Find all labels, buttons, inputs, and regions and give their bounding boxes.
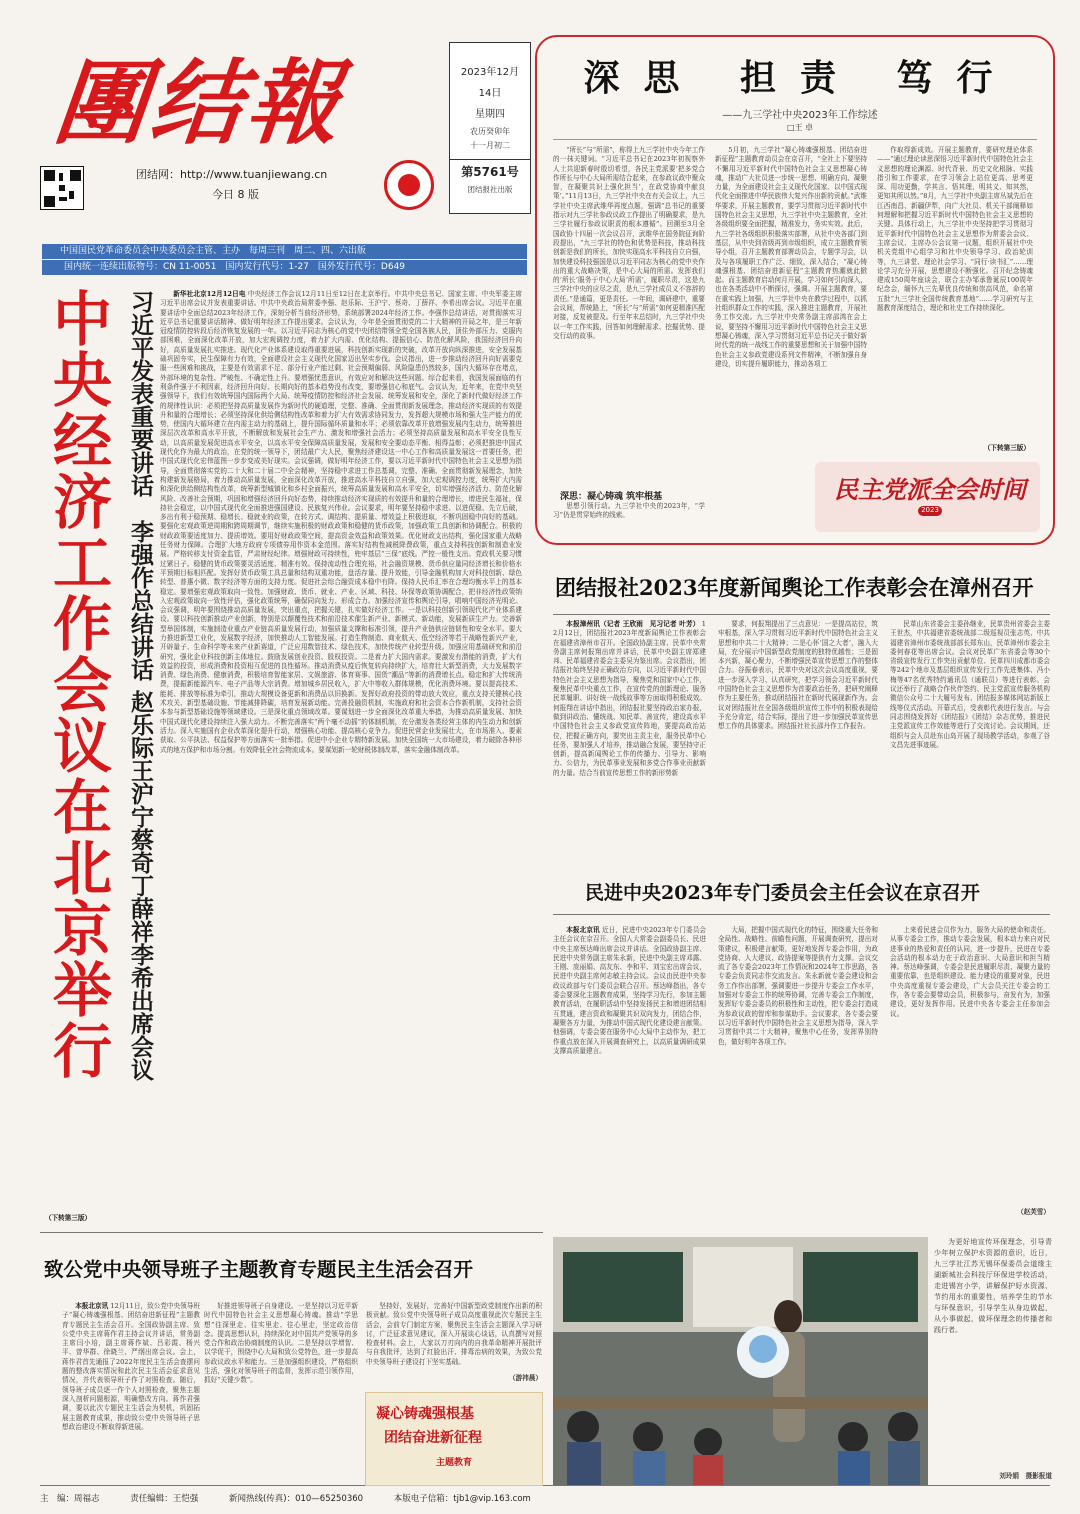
main-subheadline-2 [104, 690, 152, 1081]
issue-date: 2023年12月 [460, 67, 520, 78]
footer-editor-in-chief: 主 编：周福志 [40, 1494, 100, 1504]
award-column-3 [890, 620, 1050, 860]
democratic-col2-text: 好推进领导班子自身建设。一是坚持以习近平新时代中国特色社会主义思想凝心铸魂。推动“学思想”往深里走、往实里走、往心里走，坚定政治信念。提高思想认识，持续深化对中国共产党领导的多党合作和政治协商制度的认识。二是坚持以学增智、以学促干，围绕中心大局和致公党特色，进一步提高参政议政水平和能力。三是加强组织建设，严格组织生活，强化对领导班子的监督，发挥示范引领作用，抓好“关键少数”。 [204, 1302, 358, 1385]
main-continued: （下转第三版） [45, 1214, 92, 1222]
minjin-column-2 [718, 926, 878, 1220]
feature-author: □王 卓 [786, 123, 814, 132]
feature-title: 深思 担责 笃行 [583, 57, 1017, 99]
column-stamp-year: 2023 [918, 506, 942, 516]
today-pages: 今日 8 版 [212, 188, 259, 201]
award-rule [553, 614, 1050, 615]
feature-divider [553, 139, 1037, 140]
feature-col1b-text: 思想引领行动。九三学社中央的2023年，“学习”仍是贯穿始终的线索。 [553, 502, 705, 520]
slogan-line-2: 团结奋进新征程 [384, 1430, 482, 1446]
masthead-logo: 團结報 [49, 49, 349, 157]
subheadline-line-2: 赵乐际王沪宁蔡奇丁薛祥李希出席会议 [127, 690, 153, 1081]
minjin-column-3 [890, 926, 1050, 1208]
democratic-col3-text: 坚持好，发展好，完善好中国新型政党制度作出新的积极贡献。致公党中央领导班子成员高度重视此次专题民主生活会，会前专门制定方案，聚焦民主生活会主题深入学习研讨，广泛征求意见建议，深入开展谈心谈话，认真撰写对照检查材料。会上，大家以刀刃向内的自我革命精神开展批评与自我批评，达到了红脸出汗、排毒治病的效果，为致公党中央领导班子建设打下坚实基础。 [366, 1302, 542, 1366]
subheadline-line-1: 习近平发表重要讲话 李强作总结讲话 [127, 290, 153, 681]
photo-caption [934, 1237, 1052, 1469]
feature-col1-text: “所长”与“所需”，称得上九三学社中央今年工作的一抹关键词。“习近平总书记在2023年初视察外人士共迎新春时殷切希望，各民主党派要‘把多党合作所长与中心大局所需结合起来，在参政议政中聚众智，在凝聚共识上强化担当’，在政党协商中献良策’。”11月13日，九三学社中央在有关会议上，九三学社中央主席武维华再度点题，强调“总书记的重要指示对九三学社参政议政工作提出了明确要求，是九三学社履行参政议职责的根本遵循”。回溯至3月全国政协十四届一次会议召开，武维华在国务院征询阶段提出，“九三学社的特色和优势是科技，推动科技创新是我们的所长，加快实现高水平科技自立自强，加快建设科技强国是以习近平同志为核心的党中央作出的重大战略决策，是中心大局的所需。发挥我们的‘所长’服务于中心大局‘所需’，履职尽责，这是九三学社中央的应尽之责，是九三学社成员义不容辞的责任。”是通篇，更是责任。一年间，调研建中，重要会议间，帮统路上，“所长”与“所需”如何更精准匹配对接，反复被提及。行至年末总结时，九三学社中央以一年工作实践，回答如何理解需求、挖掘优势、提交行动的故事。 [553, 146, 705, 340]
slogan-line-1: 凝心铸魂强根基 [376, 1406, 474, 1422]
feature-subhead: 深思：凝心铸魂 筑牢根基 [560, 492, 663, 502]
minjin-col3-text: 上来看民进会员作为力，服务大局的使命和责任。从事专委会工作，推动专委会发展，根本动力来自对民进事业的热爱和责任的认同，进一步提升，民进在专委会活动的根本动力在于政治意识、大局意识和担当精神。蔡达峰强调，专委会是民进履职尽责、凝聚力量的重要依靠，也是组织建设、能力建设的重要对象，民进中央高度重视专委会建设，广大会员关注专委会的工作，各专委会要带动会员，积极参与，奋发有为，加强建设，更好发挥作用。民进中央各专委会主任参加会议。 [890, 926, 1050, 1018]
registration-bar: 国内统一连续出版物号：CN 11-0051 国内发行代号：1-27 国外发行代号：D649 [42, 260, 527, 275]
feature-column-1 [553, 146, 705, 486]
column-stamp: 民主党派全会时间 [834, 475, 1026, 504]
photo-caption-text: 为更好地宣传环保理念，引导青少年树立保护水资源的意识，近日，九三学社江苏无锡环保委员会道缘主湖新城社会科技厅环保进学校活动，走进锡宫小学，讲解保护好水资源、节约用水的重要性，培养学生的节水与环保意识，引导学生从身边做起，从小事做起，做环保理念的传播者和践行者。 [934, 1238, 1052, 1334]
minjin-column-1 [553, 926, 706, 1220]
award-column-1 [553, 620, 706, 860]
minjin-headline: 民进中央2023年专门委员会主任会议在京召开 [585, 882, 980, 904]
theme-slogan-box [365, 1392, 543, 1486]
minjin-col2-text: 大局，把握中国式现代化的特征，围绕重大任务和全局性、战略性、前瞻性问题，开展调查研究，提出对策建议，积极建言献策，更好地发挥专委会作用，为政党协商、人大建议、政协提案等提供有力支撑。会议交流了各专委会2023年工作情况和2024年工作思路，各专委会负责同志作交流发言。朱永新就专委会建设和会务工作作出部署，强调要进一步提升专委会工作水平，加强对专委会工作的统筹协调，完善专委会工作制度，发挥好专委会委员的积极性和主动性，把专委会打造成为参政议政的智库和参谋助手。会议要求，各专委会要以习近平新时代中国特色社会主义思想为指导，深入学习贯彻中共二十大精神，聚焦中心任务，发挥界别特色，做好明年各项工作。 [718, 926, 878, 1046]
feature-column-1b [553, 502, 705, 540]
award-col2-text: 要求，何报翔提出了三点意见：一是提高站位，筑牢根基，深入学习贯彻习近平新时代中国特色社会主义思想和中共二十大精神；二是心怀‘国之大者’，融入大局，充分展示中国新型政党制度的独特优越性；三是固本兴新，凝心聚力，不断增强民革宣传思想工作的整体合力。谷振春表示，民革中央对这次会议高度重视，要进一步深入学习、认真研究，把学习领会习近平新时代中国特色社会主义思想作为首要政治任务，把研究阐释作为主要任务，推动团结报社在新时代展现新作为。会议对团结报社在全国各级组织宣传工作中的积极表现给予充分肯定，结合实际，提出了进一步加强民革宣传思想工作的具体要求。团结报社社长邵丹作工作报告。 [718, 620, 878, 731]
website-url[interactable]: 团结网：http://www.tuanjiewang.cn [136, 168, 328, 181]
feature-subtitle: ——九三学社中央2023年工作综述 [722, 110, 878, 121]
feature-col3-text: 作取得新成效。开展主题教育，要研究理论体系——“通过理论读思深悟习近平新时代中国特色社会主义思想的理论渊源、时代背景、历史文化根脉、实践指引和工作要求，在学习领会上站位更高、思考更深、用功更勤，学其言、悟其理、明其义、知其然，更知其所以然。”8月，九三学社中央副主席丛斌先后在江西南昌、新疆伊犁，向广大社员、机关干部阐释如何理解和把握习近平新时代中国特色社会主义思想的关键。具体行动上，九三学社中央坚持把学习贯彻习近平新时代中国特色社会主义思想作为常委会会议、主席会议、主席办公会议第一议题，组织开展社中央机关党组中心组学习和社中央领导学习、政治轮训等，九三讲堂、理论社会学习、“同行·读书汇”……理论学习充分开展，思想建设不断强化。召开纪念铸魂建成150周年座谈会，联合主办邹承鲁诞辰100周年纪念会，缅怀九三先辈优良传统和崇高风范，命名第五批“九三学社全国传统教育基地”……学习研究与主题教育深度结合，理论和社史工作持续深化。 [877, 146, 1033, 313]
issue-number: 第5761号 [450, 159, 530, 180]
page-footer [40, 1492, 1050, 1504]
democratic-col1-text: 12月11日，致公党中央领导班子“凝心铸魂强根基、团结奋进新征程”主题教育专题民主生活会召开。全国政协副主席、致公党中央主席蒋作君主持会议并讲话，常务副主席闫小培，副主席蒋作斌、吕彩霞、杨兴平、曾华群、徐晓兰、严纲出席会议。会上，蒋作君首先通报了2022年度民主生活会查摆问题的整改落实情况和此次民主生活会征求意见情况，并代表领导班子作了对照检查。随后，领导班子成员逐一作个人对照检查，聚焦主题深入剖析问题根源，明确整改方向。蒋作君强调，要以此次专题民主生活会为契机，巩固拓展主题教育成果，推动致公党中央领导班子思想政治建设不断取得新进展。 [62, 1302, 200, 1431]
main-article-text: 中央经济工作会议12月11日至12日在北京举行。中共中央总书记、国家主席、中央军委主席习近平出席会议并发表重要讲话。中共中央政治局常委李强、赵乐际、王沪宁、蔡奇、丁薛祥、李希出席会议。习近平在重要讲话中全面总结2023年经济工作，深刻分析当前经济形势，系统部署2024年经济工作。李强作总结讲话，对贯彻落实习近平总书记重要讲话精神、做好明年经济工作提出要求。会议认为，今年是全面贯彻党的二十大精神的开局之年，是三年新冠疫情防控转段后经济恢复发展的一年。以习近平同志为核心的党中央团结带领全党全国各族人民，顶住外部压力、克服内部困难，全面深化改革开放，加大宏观调控力度，着力扩大内需、优化结构、提振信心、防范化解风险，我国经济回升向好，高质量发展扎实推进。现代化产业体系建设取得重要进展，科技创新实现新的突破，改革开放向纵深推进，安全发展基础巩固夯实，民生保障有力有效，全面建设社会主义现代化国家迈出坚实步伐。会议指出，进一步推动经济回升向好需要克服一些困难和挑战，主要是有效需求不足、部分行业产能过剩、社会预期偏弱、风险隐患仍然较多，国内大循环存在堵点，外部环境的复杂性、严峻性、不确定性上升。要增强忧患意识，有效应对和解决这些问题。综合起来看，我国发展面临的有利条件强于不利因素，经济回升向好、长期向好的基本趋势没有改变，要增强信心和底气。会议认为，近年来，在党中央坚强领导下，我们有效统筹国内国际两个大局、统筹疫情防控和经济社会发展、统筹发展和安全，深化了新时代做好经济工作的规律性认识：必须把坚持高质量发展作为新时代的硬道理，完整、准确、全面贯彻新发展理念，推动经济实现质的有效提升和量的合理增长；必须坚持深化供给侧结构性改革和着力扩大有效需求协同发力，发挥超大规模市场和强大生产能力的优势，使国内大循环建立在内需主动力的基础上，提升国际循环质量和水平；必须依靠改革开放增强发展内生动力，统筹推进深层次改革和高水平开放，不断解放和发展社会生产力、激发和增强社会活力；必须坚持高质量发展和高水平安全良性互动，以高质量发展促进高水平安全，以高水平安全保障高质量发展，发展和安全要动态平衡、相得益彰；必须把推进中国式现代化作为最大的政治，在党的统一领导下，团结最广大人民，聚焦经济建设这一中心工作和高质量发展这一首要任务，把中国式现代化宏伟蓝图一步步变成美好现实。会议强调，做好明年经济工作，要以习近平新时代中国特色社会主义思想为指导，全面贯彻落实党的二十大和二十届二中全会精神，坚持稳中求进工作总基调，完整、准确、全面贯彻新发展理念，加快构建新发展格局，着力推动高质量发展，全面深化改革开放，推进高水平科技自立自强，加大宏观调控力度，统筹扩大内需和深化供给侧结构性改革，统筹新型城镇化和乡村全面振兴，统筹高质量发展和高水平安全，切实增强经济活力、防范化解风险、改善社会预期，巩固和增强经济回升向好态势，持续推动经济实现质的有效提升和量的合理增长，增进民生福祉，保持社会稳定，以中国式现代化全面推进强国建设、民族复兴伟业。会议要求，明年要坚持稳中求进、以进促稳、先立后破，多出有利于稳预期、稳增长、稳就业的政策，在转方式、调结构、提质量、增效益上积极进取，不断巩固稳中向好的基础。要强化宏观政策逆周期和跨周期调节，继续实施积极的财政政策和稳健的货币政策，加强政策工具创新和协调配合。积极的财政政策要适度加力、提质增效。要用好财政政策空间，提高资金效益和政策效果。优化财政支出结构，强化国家重大战略任务财力保障。合理扩大地方政府专项债券用作资本金范围。落实好结构性减税降费政策，重点支持科技创新和制造业发展。严格转移支付资金监管，严肃财经纪律。增强财政可持续性，兜牢基层“三保”底线。严控一般性支出。党政机关要习惯过紧日子。稳健的货币政策要灵活适度、精准有效。保持流动性合理充裕，社会融资规模、货币供应量同经济增长和价格水平预期目标相匹配。发挥好货币政策工具总量和结构双重功能，盘活存量、提升效能，引导金融机构加大对科技创新、绿色转型、普惠小微、数字经济等方面的支持力度。促进社会综合融资成本稳中有降。保持人民币汇率在合理均衡水平上的基本稳定。要增强宏观政策取向一致性。加强财政、货币、就业、产业、区域、科技、环保等政策协调配合，把非经济性政策纳入宏观政策取向一致性评估，强化政策统筹，确保同向发力、形成合力。加强经济宣传和舆论引导，唱响中国经济光明论。会议强调，明年要围绕推动高质量发展，突出重点，把握关键，扎实做好经济工作。一是以科技创新引领现代化产业体系建设。要以科技创新推动产业创新，特别是以颠覆性技术和前沿技术催生新产业、新模式、新动能，发展新质生产力。完善新型举国体制，实施制造业重点产业链高质量发展行动，加强质量支撑和标准引领，提升产业链供应链韧性和安全水平。要大力推进新型工业化，发展数字经济，加快推动人工智能发展。打造生物制造、商业航天、低空经济等若干战略性新兴产业，开辟量子、生命科学等未来产业新赛道，广泛应用数智技术、绿色技术，加快传统产业转型升级。加强应用基础研究和前沿研究，强化企业科技创新主体地位。鼓励发展创业投资、股权投资。二是着力扩大国内需求。要激发有潜能的消费，扩大有效益的投资，形成消费和投资相互促进的良性循环。推动消费从疫后恢复转向持续扩大，培育壮大新型消费，大力发展数字消费、绿色消费、健康消费，积极培育智能家居、文娱旅游、体育赛事、国货“潮品”等新的消费增长点。稳定和扩大传统消费，提振新能源汽车、电子产品等大宗消费。增加城乡居民收入，扩大中等收入群体规模，优化消费环境。要以提高技术、能耗、排放等标准为牵引，推动大规模设备更新和消费品以旧换新。发挥好政府投资的带动放大效应，重点支持关键核心技术攻关、新型基础设施、节能减排降碳，培育发展新动能。完善投融资机制，实施政府和社会资本合作新机制，支持社会资本参与新型基础设施等领域建设。三是深化重点领域改革。要谋划进一步全面深化改革重大举措，为推动高质量发展、加快中国式现代化建设持续注入强大动力。不断完善落实“两个毫不动摇”的体制机制，充分激发各类经营主体的内生动力和创新活力。深入实施国有企业改革深化提升行动，增强核心功能、提高核心竞争力。促进民营企业发展壮大，在市场准入、要素获取、公平执法、权益保护等方面落实一批举措。促进中小企业专精特新发展。加快全国统一大市场建设，着力破除各种形式的地方保护和市场分割。有效降低全社会物流成本。要谋划新一轮财税体制改革，落实金融体制改革。 [160, 290, 522, 754]
slogan-line-3: 主题教育 [435, 1458, 472, 1468]
minjin-col1-text: 近日，民进中央2023年专门委员会主任会议在京召开。全国人大常委会副委员长、民进中央主席蔡达峰出席会议并讲话。全国政协副主席、民进中央常务副主席朱永新，民进中央副主席邓露、王刚、庞丽娟、高友东、李和平、刘宝宏出席会议，民进中央副主席何志敏主持会议。会议由民进中央参政议政部与专门委员会联合召开。蔡达峰指出，各专委会要深化主题教育成果，坚持学习先行，参加主题教育活动，在履职活动中坚持发扬民主和增进团结相互贯通，建言资政和凝聚共识双向发力，团结合作，凝聚各方力量，为推动中国式现代化建设建言献策。他强调，专委会要在服务中心大局中主动作为，把工作重点放在深入开展调查研究上，以高质量调研成果支撑高质量建言。 [553, 926, 706, 1055]
main-headline: 中央经济工作会议在北京举行 [43, 288, 112, 1081]
democratic-column-1 [62, 1302, 200, 1482]
photo-credit: 刘玲娟 摄影报道 [999, 1472, 1052, 1480]
lunar-year: 农历癸卯年 [470, 127, 510, 136]
award-col3-text: 民革山东省委会主委孙继业，民革贵州省委会主委王世杰，中共福建省委统战部二级巡视员张志英、中共福建省漳州市委统战部部长郑东山，民革漳州市委会主委何春花等出席会议。会议对民革广东省委会等30个省级宣传发行工作突出贡献单位、民革四川成都市委会等242个地市及基层组织宣传发行工作先进集体、冯小梅等47名优秀特约通讯员（通联员）等进行表彰。会议还举行了战略合作伙伴签约、民主党派宣传服务机构微信公众号二十大履号发布、团结报多媒体网站新版上线等仪式活动。开幕式后，受表彰代表进行发言。与会同志围绕发挥好《团结报》《团结》杂志优势，推进民主党派宣传工作效能等进行了交流讨论。会议期间，还组织与会人员赴东山岛开展了现场教学活动，参观了谷文昌先进事迹展。 [890, 620, 1050, 749]
main-article-body [160, 290, 522, 1230]
issue-weekday: 星期四 [475, 109, 505, 120]
feature-col2-text: 5月初，九三学社“凝心铸魂强根基、团结奋进新征程”主题教育动员会在京召开，“全社上下要坚持不懈用习近平新时代中国特色社会主义思想凝心铸魂，推动广大社员进一步统一思想、明确方向、凝聚力量，为全面建设社会主义现代化国家、以中国式现代化全面推进中华民族伟大复兴作出新的贡献。”武维华要求，开展主题教育，要学习贯彻习近平新时代中国特色社会主义思想，九三学社中央主题教育，全社各级组织要全面把握，精准发力，务实实效。此后，九三学社各级组织积极落实部署，从社中央各部门到基层，从中央到省级再到市级组织，成立主题教育领导小组，召开主题教育部署动员会，专题学习会，以及与各项履职工作广泛、细致，深入结合，“凝心铸魂强根基、团结奋进新征程”主题教育热潮就此掀起。而主题教育启动何月开展，学习如何引向深入，也在各类活动中不断探讨，强调。开展主题教育，要在重实践上加强，九三学社中央在教学过程中，以抓社组织群众工作的实践，深入推进主题教育，开展社务工作交流。九三学社中央常务副主席邵鸿在会上说，要坚持不懈用习近平新时代中国特色社会主义思想凝心铸魂，深入学习贯彻习近平总书记关于做好新时代党的统一战线工作的重要思想和关于加强中国特色社会主义参政党建设系列文件精神，不断加强自身建设，切实提升履职能力，推动各项工 [715, 146, 867, 368]
masthead-seal-icon [384, 160, 434, 210]
feature-column-3 [877, 146, 1033, 452]
footer-hotline: 新闻热线(传真)：010—65250360 [228, 1494, 364, 1504]
date-block [449, 42, 531, 214]
qr-code [40, 166, 84, 210]
minjin-dateline: 本报北京讯 [566, 926, 600, 934]
footer-editor: 责任编辑：王恺强 [130, 1494, 199, 1504]
main-subheadline [104, 290, 152, 681]
democratic-column-2 [204, 1302, 358, 1482]
main-dateline: 新华社北京12月12日电 [173, 290, 246, 298]
award-dateline: 本报漳州讯（记者 王欣雨 见习记者 叶芳） [566, 620, 700, 628]
award-headline: 团结报社2023年度新闻舆论工作表彰会在漳州召开 [555, 575, 1034, 600]
minjin-author: （赵芙雪） [1017, 1208, 1050, 1216]
classroom-photo [553, 1237, 928, 1485]
feature-continued: （下转第三版） [983, 444, 1030, 452]
footer-email[interactable]: 本版电子信箱：tjb1@vip.163.com [393, 1494, 531, 1504]
democratic-author: （游祎晨） [509, 1374, 542, 1382]
democratic-dateline: 本报北京讯 [75, 1302, 109, 1310]
section-rule [40, 1232, 543, 1233]
minjin-rule [553, 914, 1050, 915]
sponsor-bar: 中国国民党革命委员会中央委员会主管、主办 每周三刊 周二、四、六出版 [42, 244, 527, 259]
democratic-headline: 致公党中央领导班子主题教育专题民主生活会召开 [44, 1258, 474, 1281]
award-column-2 [718, 620, 878, 860]
footer-rule [40, 1485, 1050, 1486]
publisher: 团结报社出版 [467, 185, 513, 194]
lunar-date: 十一月初二 [470, 141, 510, 150]
democratic-column-3 [366, 1302, 542, 1376]
award-col1-text: 12月12日，团结报社2023年度新闻舆论工作表彰会在福建省漳州市召开。全国政协副主席、民革中央常务副主席何报翔出席并讲话，民革中央副主席郑建邦、民革福建省委会主委吴为鉴出席。会议指出，团结报社始终坚持正确政治方向，以习近平新时代中国特色社会主义思想为指导，聚焦党和国家中心工作，聚焦民革中央重点工作，在宣传党的创新理论、服务民革履职、讲好统一战线故事等方面取得积极成效。何报翔在讲话中指出，团结报社要坚持政治家办报，做到讲政治、懂统战、知民革、善宣传，建设高水平中国特色社会主义参政党宣传阵地，要提高政治站位，把握正确方向，要突出主责主业，服务民革中心任务，要加强人才培养，推动融合发展，要坚持守正创新，提高新闻舆论工作的传播力、引导力、影响力、公信力，为民革事业发展和多党合作事业贡献新的力量。结合当前宣传思想工作的新形势新 [553, 620, 706, 777]
issue-day: 14日 [478, 88, 502, 99]
